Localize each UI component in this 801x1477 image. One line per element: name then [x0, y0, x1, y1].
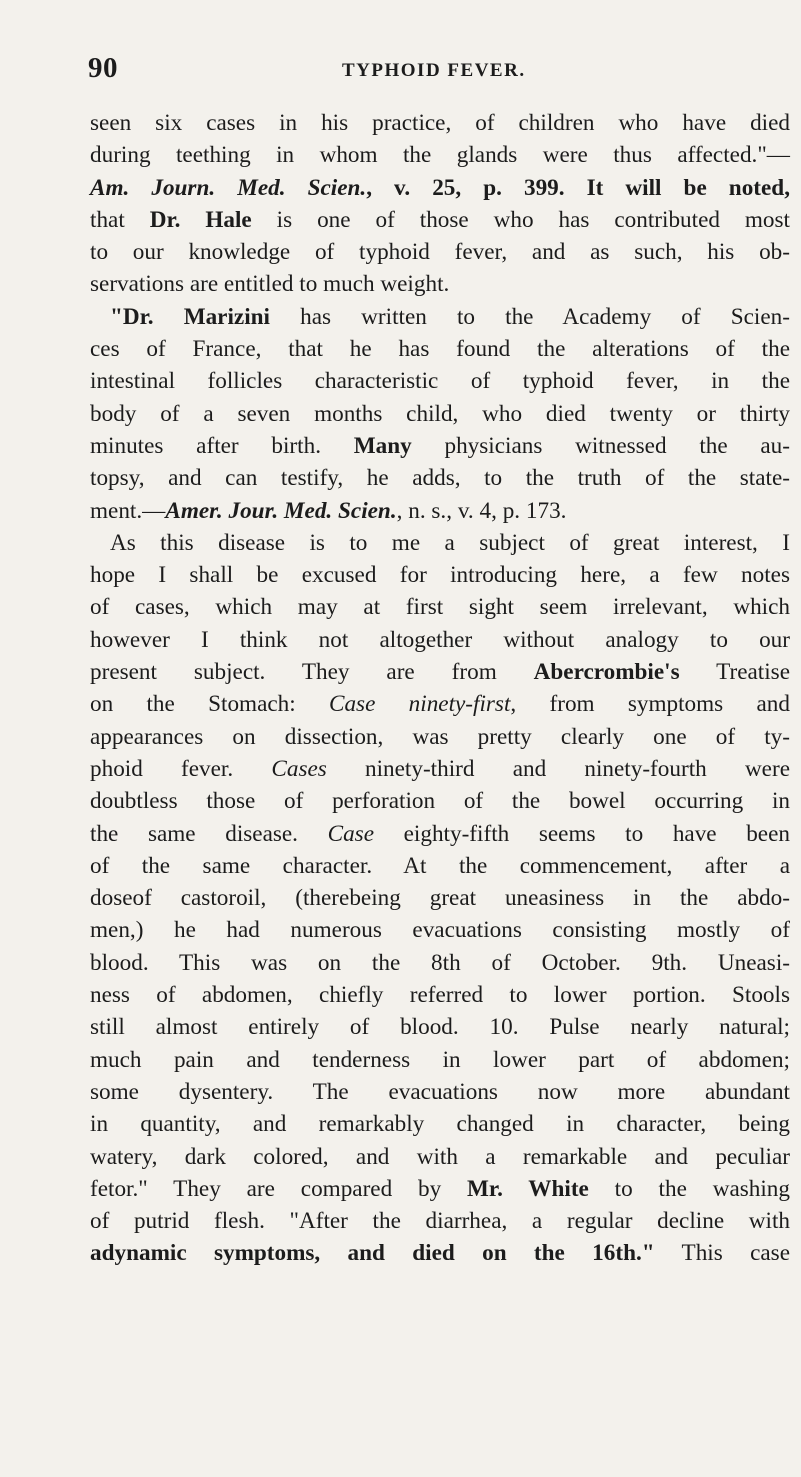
text-segment: has written to the Academy of Scien- [270, 303, 790, 330]
text-line [90, 236, 790, 268]
text-line [90, 107, 790, 139]
text-segment: seen six cases in his practice, of children who have died [90, 110, 790, 136]
text-segment: , from symptoms and [510, 691, 790, 718]
text-line [90, 430, 790, 462]
text-segment: doseof castoroil, (therebeing great uneasiness in the abdo- [90, 885, 790, 912]
text-segment: , v. 25, p. 399. It will be noted, [366, 174, 790, 201]
text-segment: still almost entirely of blood. 10. Pulse nearly natural; [90, 1014, 790, 1041]
text-segment: fetor." They are compared by [90, 1175, 468, 1202]
text-line [90, 1011, 790, 1043]
text-segment: physicians witnessed the au- [411, 432, 791, 459]
text-segment: to our knowledge of typhoid fever, and as such, his ob- [90, 239, 790, 266]
text-segment: men,) he had numerous evacuations consisting mostly of [90, 917, 790, 944]
text-segment: the same disease. [90, 820, 328, 847]
text-segment: topsy, and can testify, he adds, to the truth of the state- [90, 465, 790, 492]
text-line [90, 1205, 790, 1237]
text-segment: Abercrombie's [533, 659, 680, 686]
text-line [90, 527, 790, 559]
body-text [90, 107, 790, 1270]
text-segment: during teething in whom the glands were thus affected."— [90, 142, 790, 169]
text-line [90, 591, 790, 623]
text-line [90, 1173, 790, 1205]
text-line [90, 1141, 790, 1173]
text-segment: appearances on dissection, was pretty clearly one of ty- [90, 723, 790, 750]
text-line [90, 818, 790, 850]
text-segment: ment.— [90, 497, 166, 524]
text-line [90, 204, 790, 236]
text-line [90, 365, 790, 397]
text-segment: "Dr. Marizini [110, 303, 270, 330]
text-line [90, 688, 790, 720]
text-segment: Am. Journ. Med. Scien. [90, 174, 367, 201]
text-line [90, 462, 790, 494]
text-line [90, 656, 790, 688]
text-line [90, 947, 790, 979]
text-segment: Treatise [679, 659, 790, 686]
text-line [90, 398, 790, 430]
text-line [90, 1076, 790, 1108]
text-line [90, 882, 790, 914]
text-line [90, 914, 790, 946]
text-segment: , n. s., v. 4, p. 173. [396, 497, 567, 524]
text-line [90, 333, 790, 365]
text-segment: of cases, which may at first sight seem irrelevant, which [90, 594, 790, 621]
text-segment: that [90, 206, 150, 233]
text-segment: however I think not altogether without analogy to our [90, 626, 790, 653]
text-line [90, 172, 790, 204]
text-segment: This case [654, 1240, 790, 1267]
text-segment: on the Stomach: [90, 691, 329, 718]
text-segment: to the washing [588, 1175, 790, 1202]
text-line [90, 559, 790, 591]
text-line [90, 850, 790, 882]
text-line [90, 139, 790, 171]
text-segment: ness of abdomen, chiefly referred to lower portion. Stools [90, 982, 790, 1009]
text-segment: minutes after birth. [90, 432, 354, 459]
text-segment: servations are entitled to much weight. [90, 271, 450, 298]
text-line [90, 1237, 790, 1269]
text-segment: is one of those who has contributed most [251, 206, 790, 233]
text-segment: Mr. White [467, 1175, 589, 1202]
text-segment: Case ninety-first [328, 691, 511, 718]
text-segment: body of a seven months child, who died twenty or thirty [90, 400, 790, 427]
text-segment: Dr. Hale [149, 206, 252, 233]
text-segment: present subject. They are from [90, 659, 534, 686]
text-segment: in quantity, and remarkably changed in character, being [90, 1111, 790, 1138]
text-line [90, 624, 790, 656]
text-segment: intestinal follicles characteristic of typhoid fever, in the [90, 368, 790, 395]
text-segment: watery, dark colored, and with a remarkable and peculiar [90, 1143, 790, 1170]
text-line [90, 495, 790, 527]
text-line [90, 753, 790, 785]
text-line [90, 721, 790, 753]
text-segment: ces of France, that he has found the alterations of the [90, 336, 790, 363]
page-number: 90 [88, 52, 118, 84]
text-segment: of putrid flesh. "After the diarrhea, a regular decline with [90, 1208, 790, 1235]
text-line [90, 301, 790, 333]
text-segment: blood. This was on the 8th of October. 9th. Uneasi- [90, 949, 790, 976]
text-segment: Amer. Jour. Med. Scien. [165, 497, 397, 524]
text-line [90, 1044, 790, 1076]
text-segment: phoid fever. [90, 755, 272, 782]
text-line [90, 268, 790, 300]
text-segment: much pain and tenderness in lower part of abdomen; [90, 1046, 790, 1073]
text-segment: some dysentery. The evacuations now more abundant [90, 1078, 790, 1105]
text-segment: Many [353, 432, 412, 459]
text-segment: doubtless those of perforation of the bowel occurring in [90, 788, 790, 815]
text-segment: of the same character. At the commencement, after a [90, 852, 790, 879]
running-header [0, 52, 801, 92]
text-line [90, 1108, 790, 1140]
text-segment: Case [327, 820, 374, 847]
text-segment: eighty-fifth seems to have been [374, 820, 790, 847]
text-segment: hope I shall be excused for introducing here, a few notes [90, 562, 790, 589]
text-line [90, 785, 790, 817]
text-segment: ninety-third and ninety-fourth were [326, 755, 790, 782]
text-line [90, 979, 790, 1011]
text-segment: adynamic symptoms, and died on the 16th." [90, 1240, 655, 1267]
chapter-title: TYPHOID FEVER. [342, 60, 526, 81]
text-segment: Cases [271, 755, 327, 782]
text-segment: As this disease is to me a subject of great interest, I [110, 529, 790, 556]
